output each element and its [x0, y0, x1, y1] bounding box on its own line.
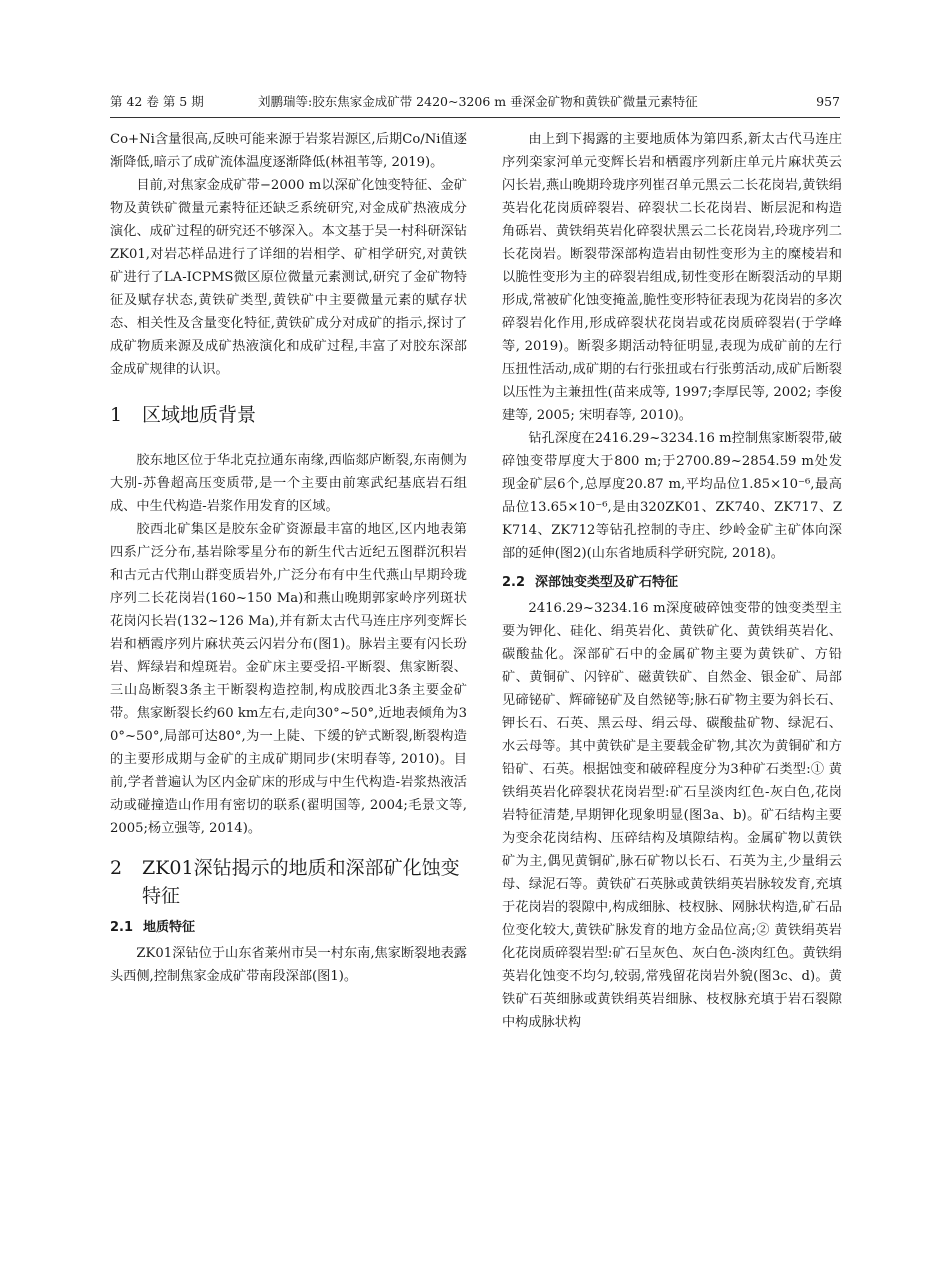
- section-heading-1: [110, 401, 467, 429]
- paragraph: 目前,对焦家金成矿带−2000 m以深矿化蚀变特征、金矿物及黄铁矿微量元素特征还缺乏系统研究,对金成矿热液成分演化、成矿过程的研究还不够深入。本文基于吴一村科研深钻ZK01,对岩芯样品进行了详细的岩相学、矿相学研究,对黄铁矿进行了LA-ICPMS微区原位微量元素测试,研究了金矿物特征及赋存状态,黄铁矿类型,黄铁矿中主要微量元素的赋存状态、相关性及含量变化特征,黄铁矿成分对成矿的指示,探讨了成矿物质来源及成矿热液演化和成矿过程,丰富了对胶东深部金成矿规律的认识。: [110, 178, 467, 377]
- paragraph: 由上到下揭露的主要地质体为第四系,新太古代马连庄序列栾家河单元变辉长岩和栖霞序列新庄单元片麻状英云闪长岩,燕山晚期玲珑序列崔召单元黑云二长花岗岩,黄铁绢英岩化花岗质碎裂岩、碎裂状二长花岗岩、断层泥和构造角砾岩、黄铁绢英岩化碎裂状黑云二长花岗岩,玲珑序列二长花岗岩。断裂带深部构造岩由韧性变形为主的糜棱岩和以脆性变形为主的碎裂岩组成,韧性变形在断裂活动的早期形成,常被矿化蚀变掩盖,脆性变形特征表现为花岗岩的多次碎裂岩化作用,形成碎裂状花岗岩或花岗质碎裂岩(于学峰等, 2019)。断裂多期活动特征明显,表现为成矿前的左行压扭性活动,成矿期的右行张扭或右行张剪活动,成矿后断裂以压性为主兼扭性(苗来成等, 1997;李厚民等, 2002; 李俊建等, 2005; 宋明春等, 2010)。: [502, 132, 842, 423]
- running-header: [110, 92, 840, 114]
- paragraph: 钻孔深度在2416.29~3234.16 m控制焦家断裂带,破碎蚀变带厚度大于800 m;于2700.89~2854.59 m处发现金矿层6个,总厚度20.87 m,平均品位1.85×10⁻⁶,最高品位13.65×10⁻⁶,是由320ZK01、ZK740、ZK717、ZK714、ZK712等钻孔控制的寺庄、纱岭金矿主矿体向深部的延伸(图2)(山东省地质科学研究院, 2018)。: [502, 431, 842, 561]
- section-number: 1: [110, 404, 123, 426]
- subsection-title: 地质特征: [143, 920, 196, 935]
- running-title: 刘鹏瑞等:胶东焦家金成矿带 2420~3206 m 垂深金矿物和黄铁矿微量元素特征: [258, 94, 698, 109]
- subsection-number: 2.2: [502, 575, 526, 590]
- subsection-title: 深部蚀变类型及矿石特征: [535, 575, 679, 590]
- paragraph: 2416.29~3234.16 m深度破碎蚀变带的蚀变类型主要为钾化、硅化、绢英岩化、黄铁矿化、黄铁绢英岩化、碳酸盐化。深部矿石中的金属矿物主要为黄铁矿、方铅矿、黄铜矿、闪锌矿、磁黄铁矿、自然金、银金矿、局部见碲铋矿、辉碲铋矿及自然铋等;脉石矿物主要为斜长石、钾长石、石英、黑云母、绢云母、碳酸盐矿物、绿泥石、水云母等。其中黄铁矿是主要载金矿物,其次为黄铜矿和方铅矿、石英。根据蚀变和破碎程度分为3种矿石类型:① 黄铁绢英岩化碎裂状花岗岩型:矿石呈淡肉红色-灰白色,花岗岩特征清楚,早期钾化现象明显(图3a、b)。矿石结构主要为变余花岗结构、压碎结构及填隙结构。金属矿物以黄铁矿为主,偶见黄铜矿,脉石矿物以长石、石英为主,少量绢云母、绿泥石等。黄铁矿石英脉或黄铁绢英岩脉较发育,充填于花岗岩的裂隙中,构成细脉、枝杈脉、网脉状构造,矿石品位变化较大,黄铁矿脉发育的地方金品位高;② 黄铁绢英岩化花岗质碎裂岩型:矿石呈灰色、灰白色-淡肉红色。黄铁绢英岩化蚀变不均匀,较弱,常残留花岗岩外貌(图3c、d)。黄铁矿石英细脉或黄铁绢英岩细脉、枝杈脉充填于岩石裂隙中构成脉状构: [502, 601, 842, 1030]
- journal-volume-issue: 第 42 卷 第 5 期: [110, 94, 204, 109]
- section-heading-2: [110, 854, 467, 910]
- section-title: 区域地质背景: [142, 404, 257, 426]
- paragraph: 胶西北矿集区是胶东金矿资源最丰富的地区,区内地表第四系广泛分布,基岩除零星分布的新生代古近纪五图群沉积岩和古元古代荆山群变质岩外,广泛分布有中生代燕山早期玲珑序列二长花岗岩(160~150 Ma)和燕山晚期郭家岭序列斑状花岗闪长岩(132~126 Ma),并有新太古代马连庄序列变辉长岩和栖霞序列片麻状英云闪岩分布(图1)。脉岩主要有闪长玢岩、辉绿岩和煌斑岩。金矿床主要受招-平断裂、焦家断裂、三山岛断裂3条主干断裂构造控制,构成胶西北3条主要金矿带。焦家断裂长约60 km左右,走向30°~50°,近地表倾角为30°~50°,局部可达80°,为一上陡、下缓的铲式断裂,断裂构造的主要形成期与金矿的主成矿期同步(宋明春等, 2010)。目前,学者普遍认为区内金矿床的形成与中生代构造-岩浆热液活动或碰撞造山作用有密切的联系(翟明国等, 2004;毛景文等, 2005;杨立强等, 2014)。: [110, 522, 467, 836]
- right-column: [502, 128, 842, 1034]
- subsection-number: 2.1: [110, 920, 134, 935]
- page-number: 957: [816, 94, 840, 109]
- subsection-heading-2-1: [110, 918, 467, 938]
- paragraph: Co+Ni含量很高,反映可能来源于岩浆岩源区,后期Co/Ni值逐渐降低,暗示了成矿流体温度逐渐降低(林祖苇等, 2019)。: [110, 132, 467, 170]
- paragraph: ZK01深钻位于山东省莱州市吴一村东南,焦家断裂地表露头西侧,控制焦家金成矿带南段深部(图1)。: [110, 946, 467, 984]
- header-rule: [110, 117, 840, 118]
- subsection-heading-2-2: [502, 573, 842, 593]
- section-title: ZK01深钻揭示的地质和深部矿化蚀变特征: [142, 857, 460, 907]
- section-number: 2: [110, 857, 123, 879]
- left-column: [110, 128, 467, 988]
- paragraph: 胶东地区位于华北克拉通东南缘,西临郯庐断裂,东南侧为大别-苏鲁超高压变质带,是一个主要由前寒武纪基底岩石组成、中生代构造-岩浆作用发育的区域。: [110, 453, 467, 514]
